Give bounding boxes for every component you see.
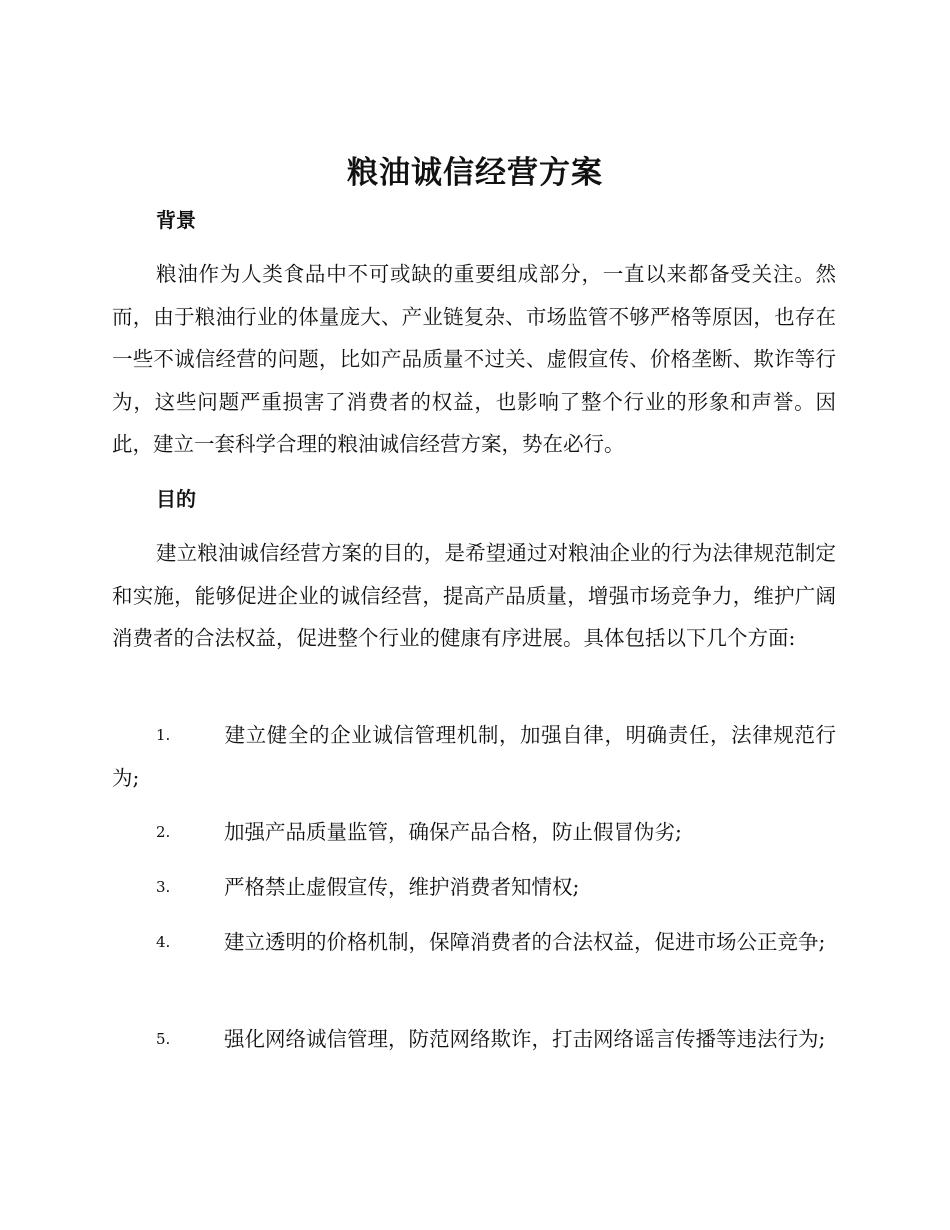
list-item	[112, 866, 836, 909]
list-item-text: 建立透明的价格机制，保障消费者的合法权益，促进市场公正竞争;	[224, 930, 826, 954]
list-item	[112, 811, 836, 854]
list-item-text: 强化网络诚信管理，防范网络欺诈，打击网络谣言传播等违法行为;	[224, 1027, 826, 1051]
list-item-number: 4.	[156, 933, 171, 951]
purpose-paragraph: 建立粮油诚信经营方案的目的，是希望通过对粮油企业的行为法律规范制定和实施，能够促进企业的诚信经营，提高产品质量，增强市场竞争力，维护广阔消费者的合法权益，促进整个行业的健康有序进展。具体包括以下几个方面:	[112, 541, 836, 650]
list-item	[112, 921, 836, 964]
list-item-text: 加强产品质量监管，确保产品合格，防止假冒伪劣;	[224, 820, 682, 844]
list-item-number: 3.	[156, 878, 171, 896]
list-item	[112, 1018, 836, 1061]
list-item-number: 1.	[156, 726, 171, 744]
list-item-text: 严格禁止虚假宣传，维护消费者知情权;	[224, 875, 580, 899]
document-title: 粮油诚信经营方案	[347, 155, 603, 191]
list-item-number: 2.	[156, 823, 171, 841]
list-item-text: 建立健全的企业诚信管理机制，加强自律，明确责任，法律规范行为;	[112, 723, 836, 790]
background-paragraph: 粮油作为人类食品中不可或缺的重要组成部分，一直以来都备受关注。然而，由于粮油行业的体量庞大、产业链复杂、市场监管不够严格等原因，也存在一些不诚信经营的问题，比如产品质量不过关、虚假宣传、价格垄断、欺诈等行为，这些问题严重损害了消费者的权益，也影响了整个行业的形象和声誉。因此，建立一套科学合理的粮油诚信经营方案，势在必行。	[112, 262, 836, 456]
section-heading-purpose: 目的	[156, 487, 196, 511]
list-item-number: 5.	[156, 1030, 171, 1048]
section-heading-background: 背景	[156, 208, 196, 232]
list-item	[112, 714, 836, 799]
